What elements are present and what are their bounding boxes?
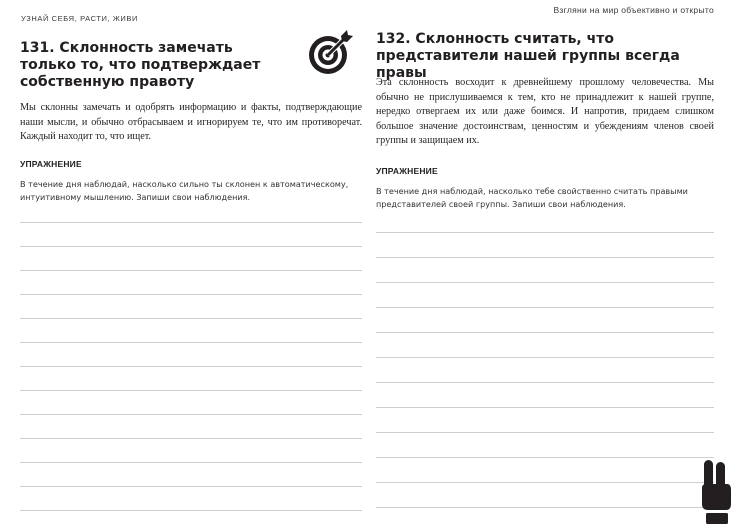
- writing-line: [376, 482, 714, 483]
- writing-lines: [376, 232, 714, 522]
- writing-line: [376, 232, 714, 233]
- writing-line: [376, 307, 714, 308]
- writing-line: [376, 407, 714, 408]
- running-head: УЗНАЙ СЕБЯ, РАСТИ, ЖИВИ: [21, 14, 139, 23]
- body-text: Эта склонность восходит к древнейшему прошлому человечества. Мы обычно не прислушиваемся к тем, кто не принадлежит к нашей группе, нередко отвергаем их или даже боимся. И напротив, придаем слишком большое значение достоинствам, ценностям и убеждениям членов своей группы и защищаем их.: [376, 77, 714, 146]
- writing-line: [20, 246, 362, 247]
- writing-line: [376, 432, 714, 433]
- body-text: Мы склонны замечать и одобрять информацию и факты, подтверждающие наши мысли, и обычно отбрасываем и игнорируем те, что им противоречат. Каждый находит то, что ищет.: [20, 102, 362, 142]
- writing-line: [376, 357, 714, 358]
- writing-line: [20, 270, 362, 271]
- writing-line: [376, 382, 714, 383]
- writing-line: [376, 507, 714, 508]
- running-head: Взгляни на мир объективно и открыто: [553, 5, 714, 15]
- writing-line: [376, 332, 714, 333]
- writing-line: [20, 414, 362, 415]
- right-page: [375, 0, 750, 532]
- writing-line: [376, 457, 714, 458]
- two-fingers-hand-icon: [701, 458, 733, 526]
- exercise-label: УПРАЖНЕНИЕ: [376, 166, 438, 176]
- exercise-text: В течение дня наблюдай, насколько тебе свойственно считать правыми представителей своей группы. Запиши свои наблюдения.: [376, 186, 688, 209]
- writing-line: [20, 510, 362, 511]
- writing-line: [376, 282, 714, 283]
- writing-line: [20, 390, 362, 391]
- writing-line: [376, 257, 714, 258]
- writing-line: [20, 438, 362, 439]
- writing-line: [20, 486, 362, 487]
- exercise-label: УПРАЖНЕНИЕ: [20, 159, 82, 169]
- writing-line: [20, 366, 362, 367]
- target-icon: [305, 28, 355, 78]
- section-title: 131. Склонность замечать только то, что подтверждает собственную правоту: [20, 40, 261, 90]
- writing-line: [20, 318, 362, 319]
- exercise-text: В течение дня наблюдай, насколько сильно ты склонен к автоматическому, интуитивному мышлению. Запиши свои наблюдения.: [20, 179, 349, 202]
- writing-line: [20, 342, 362, 343]
- writing-line: [20, 222, 362, 223]
- writing-lines: [20, 222, 362, 522]
- writing-line: [20, 462, 362, 463]
- writing-line: [20, 294, 362, 295]
- section-title: 132. Склонность считать, что представители нашей группы всегда правы: [376, 31, 680, 81]
